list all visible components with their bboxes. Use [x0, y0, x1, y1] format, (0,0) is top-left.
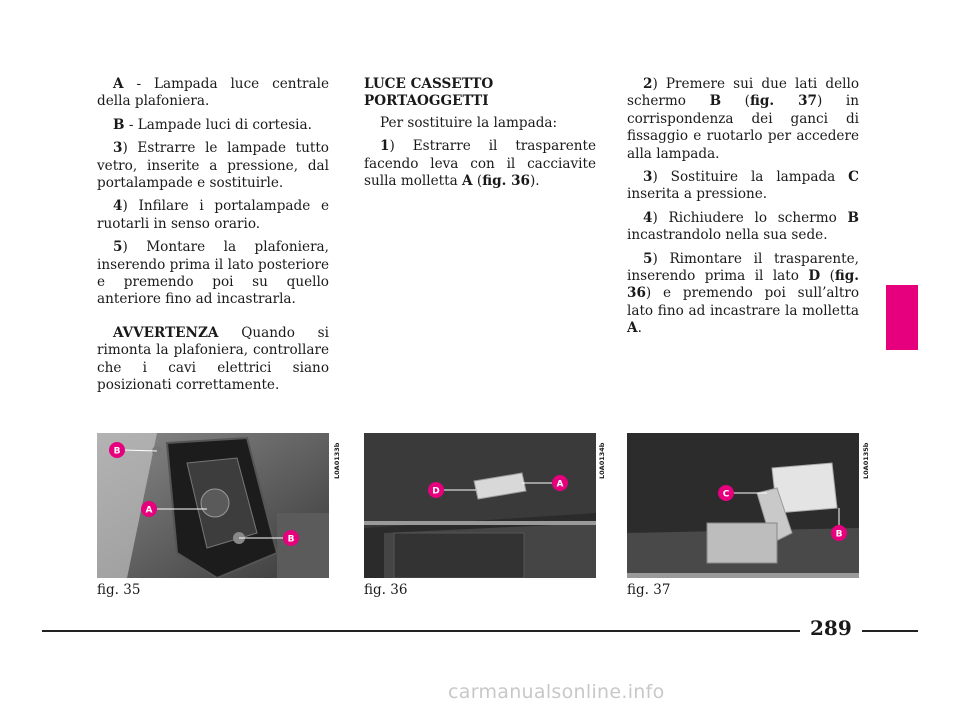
step-5-refit: 5) Rimontare il trasparente, inserendo prima il lato D (fig. 36) e premendo poi sull’altro lato fino ad incastrare la molletta A. — [627, 250, 859, 337]
paragraph-b: B - Lampade luci di cortesia. — [113, 116, 312, 133]
callout-label: B — [287, 534, 295, 545]
section-tab-marker — [886, 285, 918, 350]
watermark-text: carmanualsonline.info — [448, 681, 665, 703]
step-3-lamp: 3) Sostituire la lampada C inserita a pressione. — [627, 169, 859, 203]
text-column-2 — [364, 76, 596, 196]
step-4-screen: 4) Richiudere lo schermo B incastrandolo nella sua sede. — [627, 209, 859, 244]
paragraph-a: A - Lampada luce centrale della plafoniera. — [97, 76, 329, 110]
figure-37-caption: fig. 37 — [627, 582, 671, 598]
text-column-3 — [627, 76, 859, 344]
step-3: 3) Estrarre le lampade tutto vetro, inserite a pressione, dal portalampade e sostituirle. — [97, 140, 329, 192]
figure-35-illustration — [97, 433, 329, 578]
section-heading: LUCE CASSETTO PORTAOGGETTI — [364, 76, 494, 110]
callout-label: A — [556, 479, 564, 490]
figure-35-code: L0A0133b — [333, 442, 341, 479]
figure-37-illustration — [627, 433, 859, 578]
figure-36-photo — [364, 433, 596, 578]
footer-rule-left — [42, 630, 800, 632]
callout-label: D — [432, 486, 440, 497]
figure-37-photo — [627, 433, 859, 578]
text-column-1 — [97, 76, 329, 401]
step-4: 4) Infilare i portalampade e ruotarli in senso orario. — [97, 198, 329, 232]
step-1: 1) Estrarre il trasparente facendo leva con il cacciavite sulla molletta A (fig. 36). — [364, 138, 596, 190]
intro-paragraph: Per sostituire la lampada: — [380, 114, 558, 131]
figure-35-photo — [97, 433, 329, 578]
step-5: 5) Montare la plafoniera, inserendo prima il lato posteriore e premendo poi su quello anteriore fino ad incastrarla. — [97, 239, 329, 308]
warning-paragraph: AVVERTENZA Quando si rimonta la plafoniera, controllare che i cavi elettrici siano posizionati correttamente. — [97, 324, 329, 394]
callout-label: B — [113, 446, 121, 457]
figure-37-code: L0A0135b — [862, 442, 870, 479]
figure-36-illustration — [364, 433, 596, 578]
step-2: 2) Premere sui due lati dello schermo B (fig. 37) in corrispondenza dei ganci di fissaggio e ruotarlo per accedere alla lampada. — [627, 76, 859, 162]
figure-36-caption: fig. 36 — [364, 582, 408, 598]
callout-label: C — [722, 489, 730, 500]
callout-label: A — [145, 505, 153, 516]
figure-35-caption: fig. 35 — [97, 582, 141, 598]
callout-label: B — [835, 529, 843, 540]
page-number: 289 — [810, 616, 852, 640]
figure-36-code: L0A0134b — [598, 442, 606, 479]
footer-rule-right — [862, 630, 918, 632]
